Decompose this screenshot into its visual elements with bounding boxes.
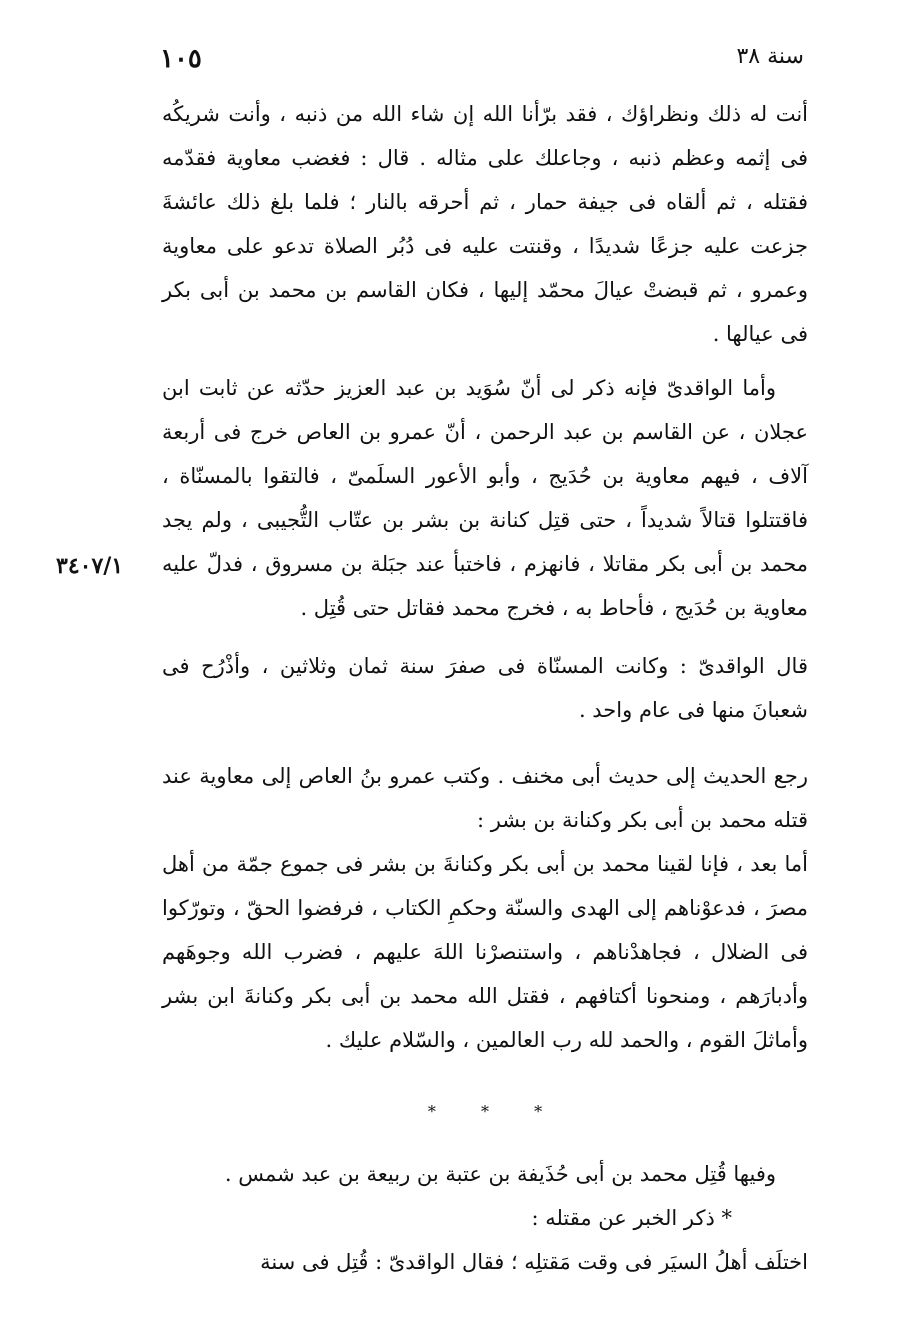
paragraph-2: وأما الواقدىّ فإنه ذكر لى أنّ سُوَيد بن عبد العزيز حدّثه عن ثابت ابن عجلان ، عن القاسم بن عبد الرحمن ، أنّ عمرو بن العاص خرج فى أربعة آلاف ، فيهم معاوية بن حُدَيج ، وأبو الأعور السلَمىّ ، فالتقوا بالمسنّاة ، فاقتتلوا قتالاً شديداً ، حتى قتِل كنانة بن بشر بن عتّاب التُّجيبى ، ولم يجد محمد بن أبى بكر مقاتلا ، فانهزم ، فاختبأ عند جبَلة بن مسروق ، فدلّ عليه معاوية بن حُدَيج ، فأحاط به ، فخرج محمد فقاتل حتى قُتِل . [162, 376, 808, 620]
paragraph-3: قال الواقدىّ : وكانت المسنّاة فى صفرَ سنة ثمان وثلاثين ، وأذْرُح فى شعبانَ منها فى عام واحد . [162, 654, 808, 722]
page-body [162, 92, 808, 1284]
section-intro: وفيها قُتِل محمد بن أبى حُذَيفة بن عتبة بن ربيعة بن عبد شمس . [224, 1162, 776, 1186]
page-number: ١٠٥ [160, 44, 202, 74]
section-separator: * * * [427, 1102, 563, 1121]
section-heading: * ذكر الخبر عن مقتله : [531, 1206, 732, 1230]
paragraph-last: اختلَف أهلُ السيَر فى وقت مَقتلِه ؛ فقال الواقدىّ : قُتِل فى سنة [260, 1250, 808, 1274]
margin-reference: ٣٤٠٧/١ [56, 553, 124, 579]
letter-text: أما بعد ، فإنا لقينا محمد بن أبى بكر وكنانةَ بن بشر فى جموع جمّة من أهل مصرَ ، فدعوْناهم إلى الهدى والسنّة وحكمِ الكتاب ، فرفضوا الحقّ ، وتورّكوا فى الضلال ، فجاهدْناهم ، واستنصرْنا اللهَ عليهم ، فضرب الله وجوهَهم وأدبارَهم ، ومنحونا أكتافهم ، فقتل الله محمد بن أبى بكر وكنانةَ ابن بشر وأماثلَ القوم ، والحمد لله رب العالمين ، والسّلام عليك . [162, 852, 809, 1052]
paragraph-1: أنت له ذلك ونظراؤك ، فقد برّأنا الله إن شاء الله من ذنبه ، وأنت شريكُه فى إثمه وعظم ذنبه ، وجاعلك على مثاله . قال : فغضب معاوية فقدّمه فقتله ، ثم ألقاه فى جيفة حمار ، ثم أحرقه بالنار ؛ فلما بلغ ذلك عائشةَ جزعت عليه جزعًا شديدًا ، وقنتت عليه فى دُبُر الصلاة تدعو على معاوية وعمرو ، ثم قبضتْ عيالَ محمّد إليها ، فكان القاسم بن محمد بن أبى بكر فى عيالها . [162, 102, 808, 346]
running-header-year: سنة ٣٨ [736, 44, 804, 69]
paragraph-4: رجع الحديث إلى حديث أبى مخنف . وكتب عمرو بنُ العاص إلى معاوية عند قتله محمد بن أبى بكر وكنانة بن بشر : [162, 764, 808, 832]
